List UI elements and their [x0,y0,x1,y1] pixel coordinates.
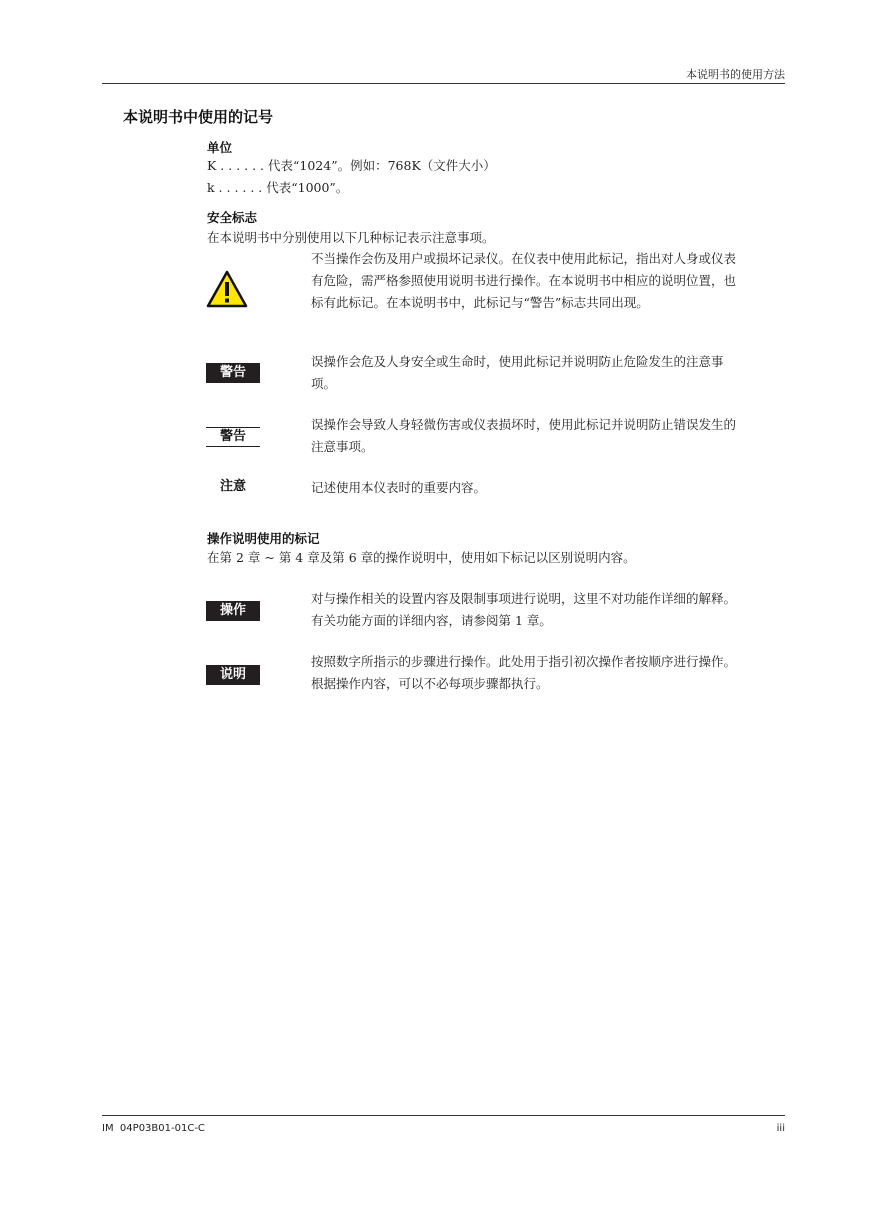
safety-item-warning-text: 误操作会危及人身安全或生命时，使用此标记并说明防止危险发生的注意事项。 [311,354,724,391]
units-heading: 单位 [207,140,233,155]
warning-tag-filled: 警告 [206,363,260,383]
safety-heading: 安全标志 [207,210,258,225]
section-title: 本说明书中使用的记号 [123,108,274,126]
operation-marks-intro: 在第 2 章 ~ 第 4 章及第 6 章的操作说明中，使用如下标记以区别说明内容。 [207,550,636,565]
units-line-k-lower: k . . . . . . 代表“1000”。 [207,180,349,195]
running-header-title: 本说明书的使用方法 [686,68,785,81]
header-rule [102,83,785,84]
footer-document-number: IM 04P03B01-01C-C [102,1123,205,1134]
explanation-tag: 说明 [206,665,260,685]
safety-item-note-text: 记述使用本仪表时的重要内容。 [311,480,487,495]
operation-marks-heading: 操作说明使用的标记 [207,531,320,546]
safety-item-caution-text: 误操作会导致人身轻微伤害或仪表损坏时，使用此标记并说明防止错误发生的注意事项。 [311,417,737,454]
explanation-text: 按照数字所指示的步骤进行操作。此处用于指引初次操作者按顺序进行操作。根据操作内容，可以不必每项步骤都执行。 [311,654,737,691]
units-line-k-upper: K . . . . . . 代表“1024”。例如：768K（文件大小） [207,158,496,173]
procedure-tag: 操作 [206,601,260,621]
safety-intro: 在本说明书中分别使用以下几种标记表示注意事项。 [207,230,495,245]
footer-rule [102,1115,785,1116]
procedure-text: 对与操作相关的设置内容及限制事项进行说明，这里不对功能作详细的解释。有关功能方面的详细内容，请参阅第 1 章。 [311,591,737,628]
warning-triangle-icon [206,269,248,309]
note-tag: 注意 [219,479,246,494]
safety-item-caution-symbol-text: 不当操作会伤及用户或损坏记录仪。在仪表中使用此标记，指出对人身或仪表有危险，需严格参照使用说明书进行操作。在本说明书中相应的说明位置，也标有此标记。在本说明书中，此标记与“警告”标志共同出现。 [311,251,737,310]
caution-tag-ruled: 警告 [206,427,260,447]
footer-page-number: iii [776,1123,785,1134]
